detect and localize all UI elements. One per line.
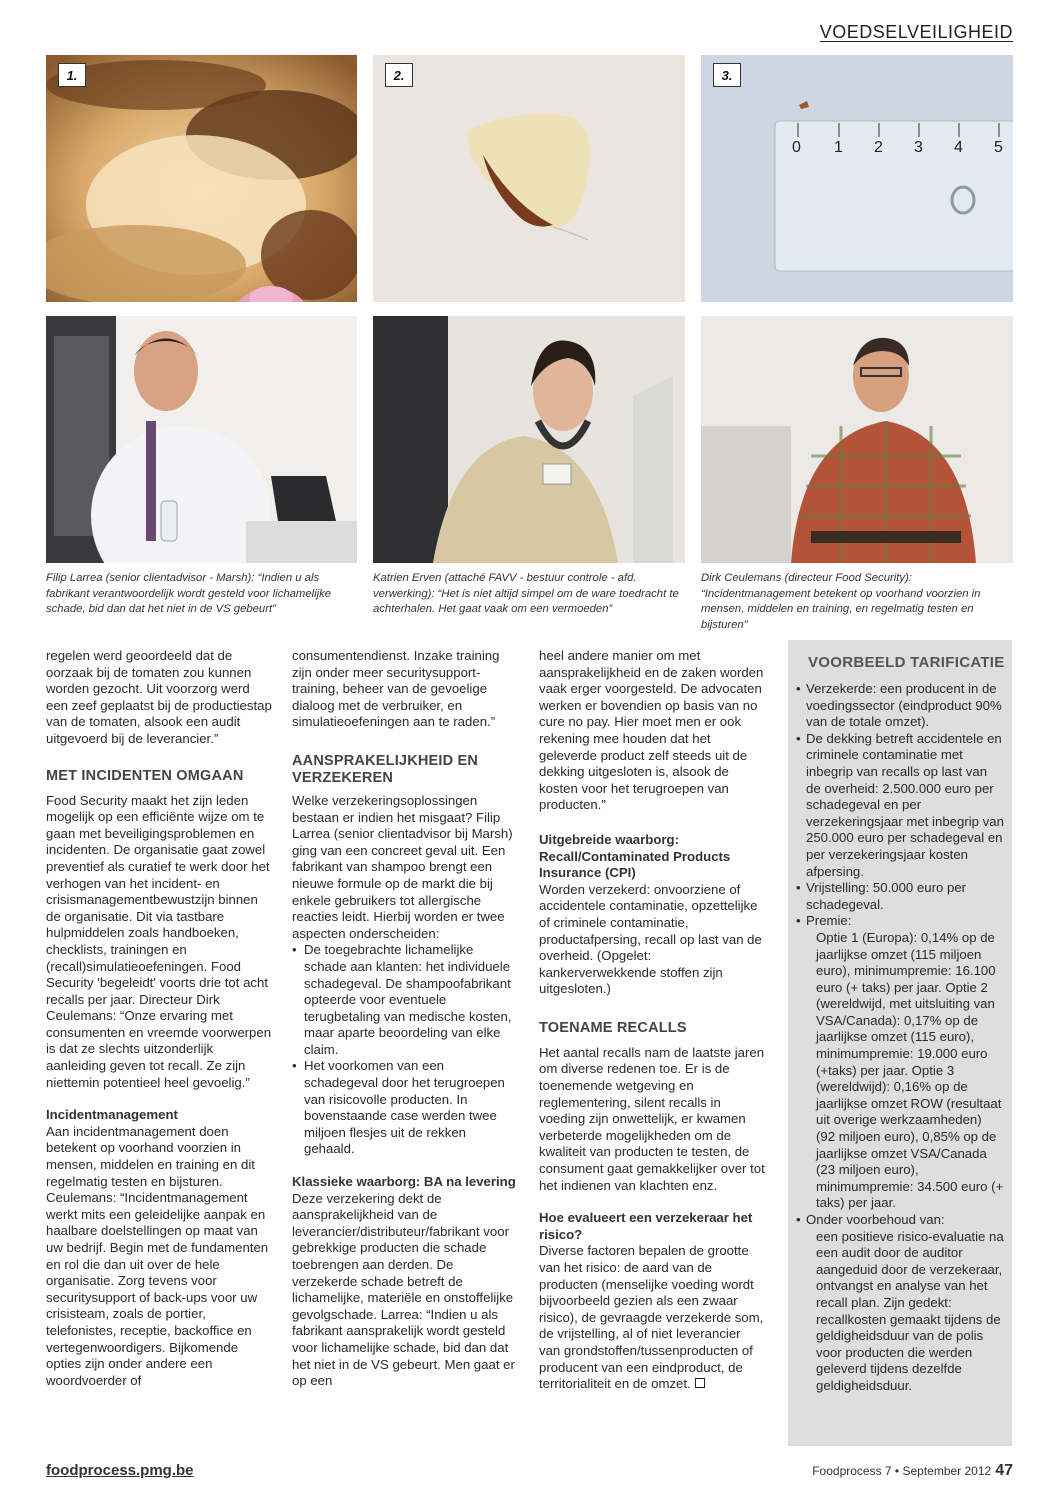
sidebar-list: [788, 681, 1012, 1395]
list-item: • Het voorkomen van een schadegeval door het terugroepen van risicovolle producten. In bovenstaande case werden twee miljoen flesjes uit de rekken gehaald.: [292, 1058, 518, 1158]
list-item: • Onder voorbehoud van: een positieve risico-evaluatie na een audit door de auditor aangeduid door de verzekeraar, ontvangst en analyse van het recall plan. Zijn gedekt: recallkosten gemaakt tijdens de geldigheidsduur van de polis voor producten die werden geleverd tijdens dezelfde geldigheidsduur.: [796, 1212, 1004, 1395]
list-item: • Verzekerde: een producent in de voedingssector (eindproduct 90% van de totale omzet).: [796, 681, 1004, 731]
list-item: • Vrijstelling: 50.000 euro per schadegeval.: [796, 880, 1004, 913]
list-item: • De dekking betreft accidentele en criminele contaminatie met inbegrip van recalls op last van de overheid: 2.500.000 euro per schadegeval en per verzekeringsjaar met inbegrip van 250.000 euro per schadegeval en per verzekeringsjaar kosten afpersing.: [796, 731, 1004, 880]
photo-filip-larrea: [46, 316, 357, 563]
sidebar-tarification-example: [788, 640, 1012, 1446]
section-tag: VOEDSELVEILIGHEID: [819, 22, 1013, 42]
section-heading: TOENAME RECALLS: [539, 1019, 687, 1036]
paragraph: consumentendienst. Inzake training zijn onder meer securitysupport-training, beheer van de gevoelige dialoog met de verbruiker, en simulatieoefeningen aan te raden.”: [292, 648, 500, 730]
photo-number-badge: 2.: [385, 63, 413, 87]
article-column-2: [292, 648, 518, 1390]
paragraph: Het aantal recalls nam de laatste jaren om diverse redenen toe. Er is de toenemende wetgeving en reglementering, silent recalls in voeding zijn onwettelijk, er kwamen verbeterde mogelijkheden om de kwaliteit van producten te testen, de consument gaat gemakkelijker over tot het indienen van klachten enz.: [539, 1044, 765, 1193]
photo-katrien-erven: [373, 316, 685, 563]
section-heading: MET INCIDENTEN OMGAAN: [46, 767, 244, 784]
footer-issue: [812, 1462, 1013, 1480]
article-column-3: [539, 648, 765, 1393]
section-heading: AANSPRAKELIJKHEID EN VERZEKEREN: [292, 752, 479, 786]
ruler-label: 2: [874, 139, 883, 156]
subheading: Hoe evalueert een verzekeraar het risico?: [539, 1210, 753, 1242]
photo-cake-contaminant: [46, 55, 357, 302]
end-of-article-icon: [695, 1378, 705, 1388]
subheading: Klassieke waarborg: BA na levering: [292, 1174, 516, 1190]
paragraph: regelen werd geoordeeld dat de oorzaak bij de tomaten zou kunnen worden gezocht. Uit voorzorg werd een zeef geplaatst bij de productiestap van de tomaten, alsook een audit uitgevoerd bij de leverancier.”: [46, 648, 272, 746]
footer-website-link[interactable]: foodprocess.pmg.be: [46, 1462, 194, 1479]
subheading: Incidentmanagement: [46, 1107, 178, 1123]
list-item: • De toegebrachte lichamelijke schade aan klanten: het individuele schadegeval. De shampoofabrikant opteerde voor eventuele terugbetaling van medische kosten, maar aparte beoordeling van elke claim.: [292, 942, 518, 1058]
ruler-label: 5: [994, 139, 1003, 156]
premium-options: Optie 1 (Europa): 0,14% op de jaarlijkse omzet (115 miljoen euro), minimumpremie: 16.100 euro (+ taks) per jaar. Optie 2 (wereldwijd, met uitsluiting van VSA/Canada): 0,17% op de jaarlijkse omzet (115 euro), minimumpremie: 19.000 euro (+taks) per jaar. Optie 3 (wereldwijd): 0,16% op de jaarlijkse omzet ROW (resultaat uit overige werkzaamheden) (92 miljoen euro), 0,85% op de jaarlijkse omzet VSA/Canada (23 miljoen euro), minimumpremie: 34.500 euro (+ taks) per jaar.: [816, 929, 1004, 1211]
paragraph: Deze verzekering dekt de aansprakelijkheid van de leverancier/distributeur/fabrikant voor gebrekkige producten die schade toebrengen aan derden. De verzekerde schade betreft de lichamelijke, materiële en onstoffelijke gevolgschade. Larrea: “Indien u als fabrikant aansprakelijk wordt gesteld voor lichamelijke schade, bid dan dat het niet in de VS gebeurt. Men gaat er op een: [292, 1190, 515, 1389]
subheading: Uitgebreide waarborg: Recall/Contaminated Products Insurance (CPI): [539, 831, 731, 881]
photo-caption: Filip Larrea (senior clientadvisor - Marsh): “Indien u als fabrikant verantwoordelijk wordt gesteld voor lichamelijke schade, bid dan dat het niet in de VS gebeurt”: [46, 572, 332, 615]
list-item: • Premie: Optie 1 (Europa): 0,14% op de jaarlijkse omzet (115 miljoen euro), minimumpremie: 16.100 euro (+ taks) per jaar. Optie 2 (wereldwijd, met uitsluiting van VSA/Canada): 0,17% op de jaarlijkse omzet (115 euro), minimumpremie: 19.000 euro (+taks) per jaar. Optie 3 (wereldwijd): 0,16% op de jaarlijkse omzet ROW (resultaat uit overige werkzaamheden) (92 miljoen euro), 0,85% op de jaarlijkse omzet VSA/Canada (23 miljoen euro), minimumpremie: 34.500 euro (+ taks) per jaar.: [796, 913, 1004, 1212]
paragraph: heel andere manier om met aansprakelijkheid en de zaken worden vaak erger voorgesteld. De advocaten werken er bovendien op basis van no cure no pay. Hier moet men er ook rekening mee houden dat het geleverde product zelf steeds uit de dekking uitgesloten is, alsook de kosten voor het terugroepen van producten.”: [539, 648, 764, 813]
photo-number-badge: 3.: [713, 63, 741, 87]
photo-caption: Katrien Erven (attaché FAVV - bestuur controle - afd. verwerking): “Het is niet altijd simpel om de ware toedracht te achterhalen. Het gaat vaak om een vermoeden”: [373, 572, 679, 615]
photo-ruler: [701, 55, 1013, 302]
ruler-label: 3: [914, 139, 923, 156]
photo-dirk-ceulemans: [701, 316, 1013, 563]
page-number: 47: [995, 1462, 1013, 1479]
paragraph: Diverse factoren bepalen de grootte van het risico: de aard van de producten (menselijke voeding wordt bijvoorbeeld gezien als een zwaar risico), de gevraagde verzekerde som, de vrijstelling, al of niet leverancier van grondstoffen/tussenproducten of producent van een eindproduct, de territorialiteit en de omzet.: [539, 1243, 764, 1392]
ruler-label: 0: [792, 139, 801, 156]
photo-caption: Dirk Ceulemans (directeur Food Security): “Incidentmanagement betekent op voorhand voorzien in mensen, middelen en training, en regelmatig testen en bijsturen”: [701, 572, 981, 631]
conditions: een positieve risico-evaluatie na een audit door de auditor aangeduid door de verzekeraar, ontvangst en analyse van het recall plan. Zijn gedekt: recallkosten gemaakt tijdens de geldigheidsduur van de polis voor producten die werden geleverd tijdens dezelfde geldigheidsduur.: [816, 1228, 1004, 1393]
paragraph: Worden verzekerd: onvoorziene of accidentele contaminatie, opzettelijke of criminele contaminatie, productafpersing, recall op last van de overheid. (Opgelet: kankerverwekkende stoffen zijn uitgesloten.): [539, 881, 762, 997]
paragraph: Food Security maakt het zijn leden mogelijk op een efficiënte wijze om te gaan met beveiligingsproblemen en incidenten. De organisatie gaat zowel preventief als curatief te werk door het verhogen van het incident- en crisismanagementbewustzijn binnen de organisatie. Dit via tastbare hulpmiddelen zoals handboeken, checklists, trainingen en (recall)simulatieoefeningen. Food Security 'begeleidt' voorts drie tot acht recalls per jaar. Directeur Dirk Ceulemans: “Onze ervaring met consumenten en vreemde voorwerpen is dat ze slechts uitzonderlijk aanleiding geven tot recall. Ze zijn niettemin potentieel heel gevoelig.”: [46, 792, 272, 1090]
issue-label: Foodprocess 7 • September 2012: [812, 1464, 992, 1478]
paragraph: Welke verzekeringsoplossingen bestaan er indien het misgaat? Filip Larrea (senior clientadvisor bij Marsh) ging van een concreet geval uit. Een fabrikant van shampoo brengt een nieuwe formule op de markt die bij enkele gebruikers tot allergische reacties leidt. Hierbij worden er twee aspecten onderscheiden:: [292, 792, 513, 941]
bullet-list: [292, 942, 518, 1158]
photo-number-badge: 1.: [58, 63, 86, 87]
photo-foreign-object: [373, 55, 685, 302]
ruler-label: 1: [834, 139, 843, 156]
ruler-label: 4: [954, 139, 963, 156]
article-column-1: [46, 648, 272, 1389]
sidebar-title: VOORBEELD TARIFICATIE: [808, 654, 1005, 671]
paragraph: Aan incidentmanagement doen betekent op voorhand voorzien in mensen, middelen en training en dit regelmatig testen en bijsturen. Ceulemans: “Incidentmanagement werkt mits een geleidelijke aanpak en haalbare doelstellingen op maat van uw bedrijf. Begin met de fundamenten en rol die dan uit over de hele organisatie. Zorg tevens voor securitysupport of back-ups voor uw crisisteam, zoals de portier, telefonistes, receptie, backoffice en vertegenwoordigers. Bijkomende opties zijn onder andere een woordvoerder of: [46, 1123, 269, 1388]
